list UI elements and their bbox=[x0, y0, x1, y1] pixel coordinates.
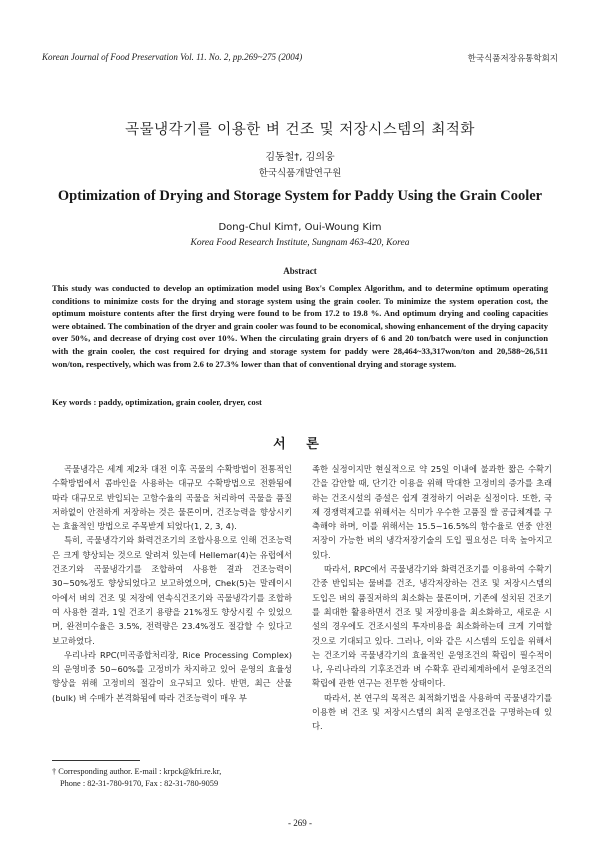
footnote-email: † Corresponding author. E-mail : krpck@kfri.re.kr, bbox=[52, 767, 222, 776]
society-name: 한국식품저장유통학회지 bbox=[467, 54, 558, 64]
abstract-text: This study was conducted to develop an optimization model using Box's Complex Algorithm, and to determine optimum operating conditions to minimize costs for the drying and storage system using the grain cooler. To minimize the system operation cost, the optimum moisture contents after the first drying were found to be from 17.2 to 19.8 %. And optimum drying and cooling capacities were obtained. The combination of the dryer and grain cooler was found to be economical, showing enhancement of the drying capacity over 50%, and decrease of drying cost over 10%. When the circulating grain dryers of 6 and 20 ton/batch were used in conjunction with the grain cooler, the cost required for drying and storage system for paddy were 28,464~33,317won/ton and 20,588~26,511 won/ton, respectively, which was from 2.6 to 27.3% lower than that of conventional drying and storage system. bbox=[52, 283, 548, 369]
abstract-heading: Abstract bbox=[283, 266, 317, 276]
english-affiliation: Korea Food Research Institute, Sungnam 463-420, Korea bbox=[190, 238, 410, 248]
korean-authors: 김동철†, 김의웅 bbox=[265, 152, 335, 163]
english-title: Optimization of Drying and Storage System for Paddy Using the Grain Cooler bbox=[57, 188, 543, 204]
paragraph: 특히, 곡물냉각기와 화력건조기의 조합사용으로 인해 건조능력은 크게 향상되는 것으로 알려져 있는데 Hellemar(4)는 유럽에서 건조기와 곡물냉각기를 조합하여 사용한 결과 건조능력이 30~50%정도 향상되었다고 보고하였으며, Chek(5)는 말레이시아에서 벼의 건조 및 저장에 연속식건조기와 곡물냉각기를 조합하여 사용한 결과, 1일 건조기 용량을 21%정도 향상시킬 수 있었으며, 완전미수율은 3.5%, 전력량은 23.4%정도 절감할 수 있다고 보고하였다. bbox=[52, 535, 292, 646]
paragraph: 족한 실정이지만 현실적으로 약 25일 이내에 불과한 짧은 수확기간을 감안할 때, 단기간 이용을 위해 막대한 고정비의 증가를 초래하는 건조시설의 증설은 쉽게 결정하기 어려운 실정이다. 또한, 국제 경쟁력제고를 위해서는 식미가 우수한 고품질 쌀 공급체계를 구축해야 하며, 이를 위해서는 15.5~16.5%의 함수율로 연중 안전저장이 가능한 벼의 냉각저장기술의 도입 필요성은 더욱 높아지고 있다. bbox=[312, 464, 552, 560]
english-authors: Dong-Chul Kim†, Oui-Woung Kim bbox=[218, 222, 382, 233]
paragraph: 따라서, RPC에서 곡물냉각기와 화력건조기를 이용하여 수확기간중 반입되는 물벼를 건조, 냉각저장하는 건조 및 저장시스템의 도입은 벼의 품질저하의 최소화는 물론이며, 기존에 설치된 건조기를 최대한 활용하면서 건조 및 저장비용을 최소화하고, 새로운 시설의 경우에도 건조시설의 투자비용을 최소화하는데 크게 기여할 것으로 기대되고 있다. 그러나, 이와 같은 시스템의 도입을 위해서는 건조기와 곡물냉각기의 효율적인 운영조건의 확립이 필수적이나, 우리나라의 기후조건과 벼 수확후 관리체계하에서 운영조건의 확립에 관한 연구는 전무한 상태이다. bbox=[312, 564, 552, 689]
paragraph: 따라서, 본 연구의 목적은 최적화기법을 사용하여 곡물냉각기를 이용한 벼 건조 및 저장시스템의 최적 운영조건을 구명하는데 있다. bbox=[312, 692, 552, 732]
footnote-divider bbox=[52, 760, 140, 761]
footnote bbox=[52, 766, 221, 790]
korean-affiliation: 한국식품개발연구원 bbox=[258, 168, 342, 179]
section-title-introduction: 서 론 bbox=[273, 437, 327, 452]
paragraph: 우리나라 RPC(미곡종합처리장, Rice Processing Complex)의 운영비중 50~60%를 고정비가 차지하고 있어 운영의 효율성 향상을 위해 고정비의 절감이 요구되고 있다. 반면, 최근 산물(bulk) 벼 수매가 본격화됨에 따라 건조능력이 매우 부 bbox=[52, 649, 292, 703]
journal-citation: Korean Journal of Food Preservation Vol. 11. No. 2, pp.269~275 (2004) bbox=[42, 52, 303, 62]
korean-title: 곡물냉각기를 이용한 벼 건조 및 저장시스템의 최적화 bbox=[125, 122, 475, 138]
right-column bbox=[312, 462, 552, 734]
page-number: - 269 - bbox=[288, 818, 312, 828]
keywords: Key words : paddy, optimization, grain cooler, dryer, cost bbox=[52, 397, 262, 407]
footnote-phone: Phone : 82-31-780-9170, Fax : 82-31-780-9059 bbox=[60, 779, 219, 788]
left-column bbox=[52, 462, 292, 705]
paragraph: 곡물냉각은 세계 제2차 대전 이후 곡물의 수확방법이 전통적인 수확방법에서 콤바인을 사용하는 대규모 수확방법으로 전환됨에 따라 대규모로 반입되는 고함수율의 곡물을 처리하여 곡물을 품질저하없이 안전하게 저장하는 것은 물론이며, 건조능력을 향상시키는 효율적인 방법으로 주목받게 되었다(1, 2, 3, 4). bbox=[52, 464, 292, 532]
